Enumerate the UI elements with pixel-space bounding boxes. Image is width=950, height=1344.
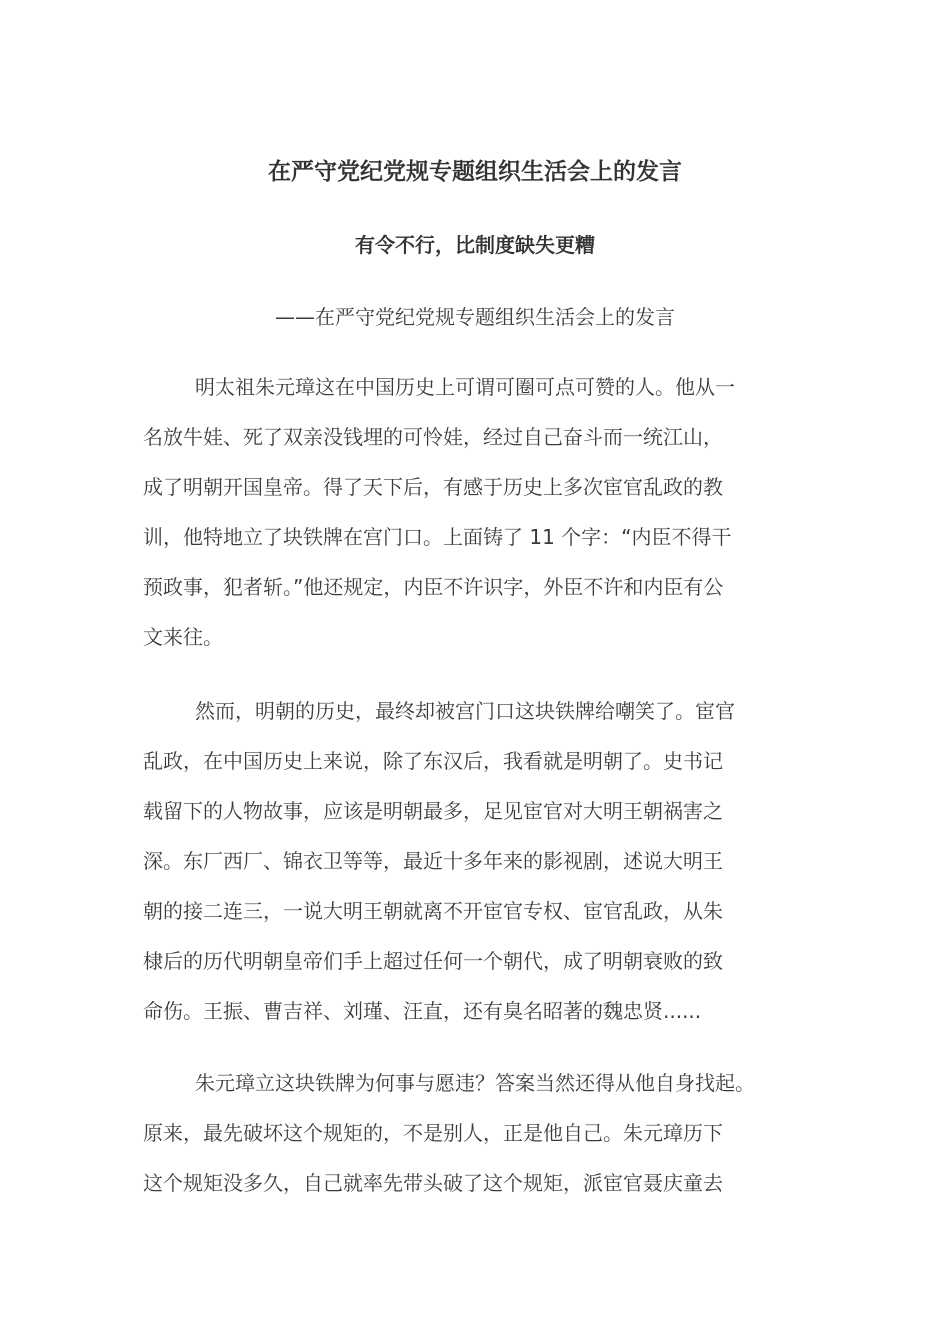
paragraph-line: 棣后的历代明朝皇帝们手上超过任何一个朝代，成了明朝衰败的致: [143, 949, 723, 973]
document-title: 在严守党纪党规专题组织生活会上的发言: [268, 159, 682, 185]
paragraph-1: [143, 362, 815, 662]
paragraph-line: 文来往。: [143, 625, 223, 649]
paragraph-line: 训，他特地立了块铁牌在宫门口。上面铸了 11 个字：“内臣不得干: [143, 525, 732, 549]
paragraph-line: 明太祖朱元璋这在中国历史上可谓可圈可点可赞的人。他从一: [195, 375, 735, 399]
paragraph-line: 原来，最先破坏这个规矩的，不是别人，正是他自己。朱元璋历下: [143, 1121, 723, 1145]
document-byline: ——在严守党纪党规专题组织生活会上的发言: [275, 305, 675, 329]
paragraph-line: 这个规矩没多久，自己就率先带头破了这个规矩，派宦官聂庆童去: [143, 1171, 723, 1195]
paragraph-line: 朱元璋立这块铁牌为何事与愿违？答案当然还得从他自身找起。: [195, 1071, 755, 1095]
paragraph-line: 乱政，在中国历史上来说，除了东汉后，我看就是明朝了。史书记: [143, 749, 723, 773]
paragraph-line: 朝的接二连三，一说大明王朝就离不开宦官专权、宦官乱政，从朱: [143, 899, 723, 923]
paragraph-line: 深。东厂西厂、锦衣卫等等，最近十多年来的影视剧，述说大明王: [143, 849, 723, 873]
document-subtitle: 有令不行，比制度缺失更糟: [355, 233, 595, 257]
paragraph-line: 成了明朝开国皇帝。得了天下后，有感于历史上多次宦官乱政的教: [143, 475, 723, 499]
paragraph-2: [143, 686, 815, 1036]
paragraph-line: 然而，明朝的历史，最终却被宫门口这块铁牌给嘲笑了。宦官: [195, 699, 735, 723]
paragraph-line: 名放牛娃、死了双亲没钱埋的可怜娃，经过自己奋斗而一统江山，: [143, 425, 723, 449]
paragraph-line: 命伤。王振、曹吉祥、刘瑾、汪直，还有臭名昭著的魏忠贤......: [143, 999, 702, 1023]
paragraph-3: [143, 1058, 815, 1208]
paragraph-line: 预政事，犯者斩。”他还规定，内臣不许识字，外臣不许和内臣有公: [143, 575, 724, 599]
paragraph-line: 载留下的人物故事，应该是明朝最多，足见宦官对大明王朝祸害之: [143, 799, 723, 823]
